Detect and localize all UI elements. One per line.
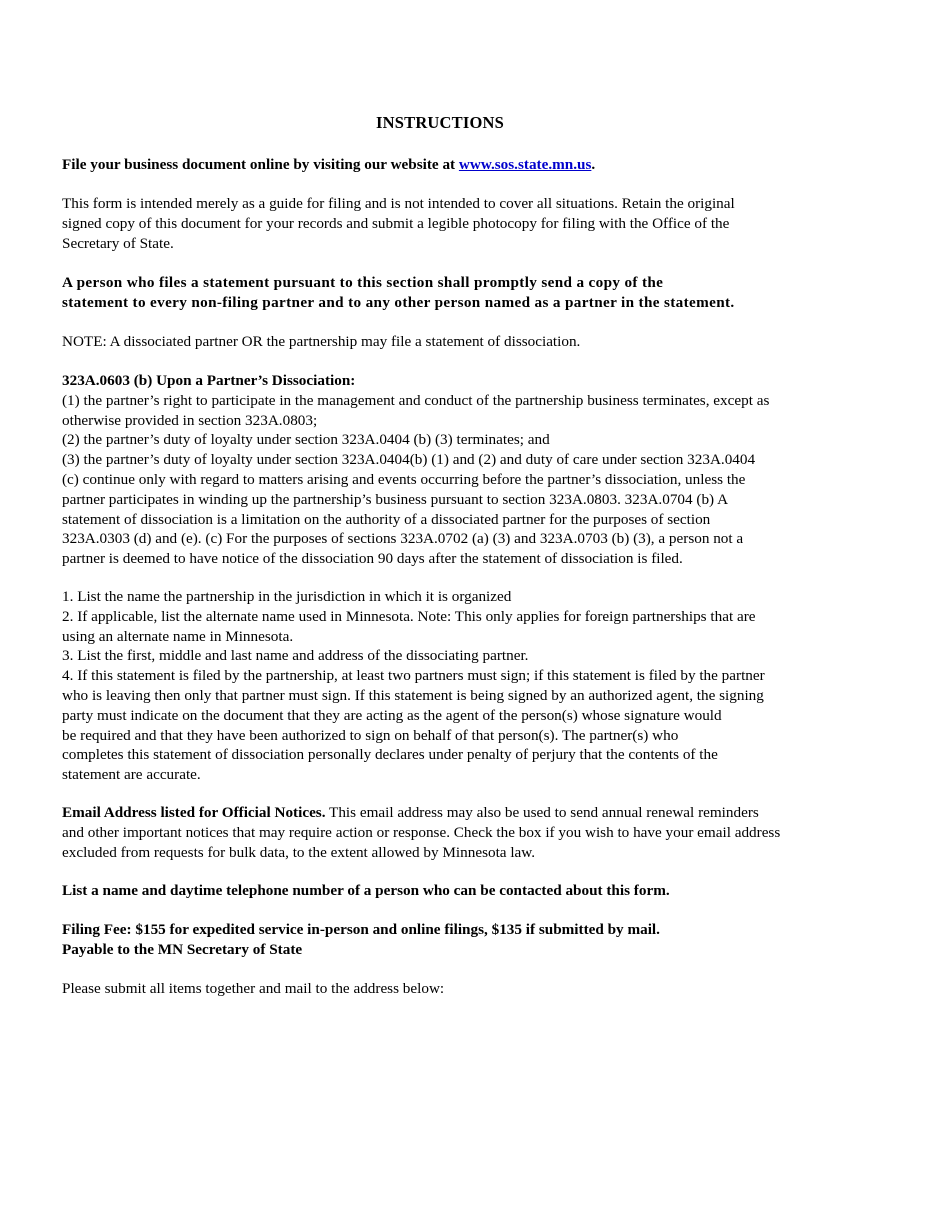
- step-item: 2. If applicable, list the alternate name used in Minnesota. Note: This only applies for foreign partnerships that are: [62, 607, 756, 625]
- step-item: be required and that they have been authorized to sign on behalf of that person(s). The partner(s) who: [62, 726, 679, 744]
- note-paragraph: [62, 332, 882, 352]
- statute-line: otherwise provided in section 323A.0803;: [62, 411, 318, 429]
- email-line: This email address may also be used to send annual renewal reminders: [325, 804, 759, 821]
- intro-line: signed copy of this document for your records and submit a legible photocopy for filing with the Office of the: [62, 214, 730, 232]
- contact-text: List a name and daytime telephone number of a person who can be contacted about this form.: [62, 882, 670, 899]
- notice-line: statement to every non-filing partner and to any other person named as a partner in the statement.: [62, 293, 735, 311]
- page-title: INSTRUCTIONS: [376, 113, 505, 132]
- email-line: excluded from requests for bulk data, to the extent allowed by Minnesota law.: [62, 843, 536, 861]
- step-item: 3. List the first, middle and last name and address of the dissociating partner.: [62, 647, 529, 665]
- online-prefix: File your business document online by visiting our website at: [62, 156, 459, 173]
- step-item: 4. If this statement is filed by the partnership, at least two partners must sign; if this statement is filed by the partner: [62, 667, 765, 685]
- step-item: 1. List the name the partnership in the jurisdiction in which it is organized: [62, 588, 512, 605]
- step-item: statement are accurate.: [62, 766, 201, 784]
- filing-fee: [62, 920, 882, 960]
- intro-line: Secretary of State.: [62, 234, 174, 252]
- online-filing-notice: [62, 155, 882, 175]
- notice-paragraph: [62, 273, 882, 313]
- step-item: party must indicate on the document that they are acting as the agent of the person(s) whose signature would: [62, 706, 722, 724]
- statute-line: (c) continue only with regard to matters arising and events occurring before the partner’s dissociation, unless the: [62, 470, 746, 488]
- step-item: completes this statement of dissociation personally declares under penalty of perjury that the contents of the: [62, 746, 718, 764]
- email-heading: Email Address listed for Official Notices.: [62, 804, 326, 821]
- submit-instruction: [62, 979, 882, 999]
- statute-line: partner is deemed to have notice of the dissociation 90 days after the statement of dissociation is filed.: [62, 550, 683, 568]
- submit-text: Please submit all items together and mail to the address below:: [62, 980, 445, 997]
- intro-paragraph: [62, 194, 882, 253]
- statute-line: partner participates in winding up the partnership’s business pursuant to section 323A.0803. 323A.0704 (b) A: [62, 490, 729, 508]
- steps-list: [62, 587, 882, 785]
- note-text: NOTE: A dissociated partner OR the partnership may file a statement of dissociation.: [62, 333, 581, 350]
- statute-line: (2) the partner’s duty of loyalty under section 323A.0404 (b) (3) terminates; and: [62, 431, 550, 449]
- statute-section: [62, 371, 882, 569]
- contact-instruction: [62, 881, 882, 901]
- website-link[interactable]: www.sos.state.mn.us: [458, 156, 592, 173]
- statute-heading: 323A.0603 (b) Upon a Partner’s Dissociation:: [62, 372, 356, 389]
- email-line: and other important notices that may require action or response. Check the box if you wish to have your email address: [62, 823, 781, 841]
- statute-line: statement of dissociation is a limitation on the authority of a dissociated partner for the purposes of section: [62, 510, 711, 528]
- statute-line: (1) the partner’s right to participate in the management and conduct of the partnership business terminates, except as: [62, 391, 770, 409]
- step-item: who is leaving then only that partner must sign. If this statement is being signed by an authorized agent, the signing: [62, 686, 764, 704]
- statute-line: 323A.0303 (d) and (e). (c) For the purposes of sections 323A.0702 (a) (3) and 323A.0703 (b) (3), a person not a: [62, 530, 744, 548]
- statute-line: (3) the partner’s duty of loyalty under section 323A.0404(b) (1) and (2) and duty of care under section 323A.0404: [62, 451, 756, 469]
- fee-line: Payable to the MN Secretary of State: [62, 940, 303, 958]
- notice-line: A person who files a statement pursuant to this section shall promptly send a copy of the: [62, 274, 664, 291]
- fee-line: Filing Fee: $155 for expedited service in-person and online filings, $135 if submitted by mail.: [62, 921, 660, 938]
- step-item: using an alternate name in Minnesota.: [62, 627, 294, 645]
- email-section: [62, 803, 882, 862]
- online-suffix: .: [591, 156, 596, 173]
- intro-line: This form is intended merely as a guide for filing and is not intended to cover all situations. Retain the original: [62, 195, 735, 212]
